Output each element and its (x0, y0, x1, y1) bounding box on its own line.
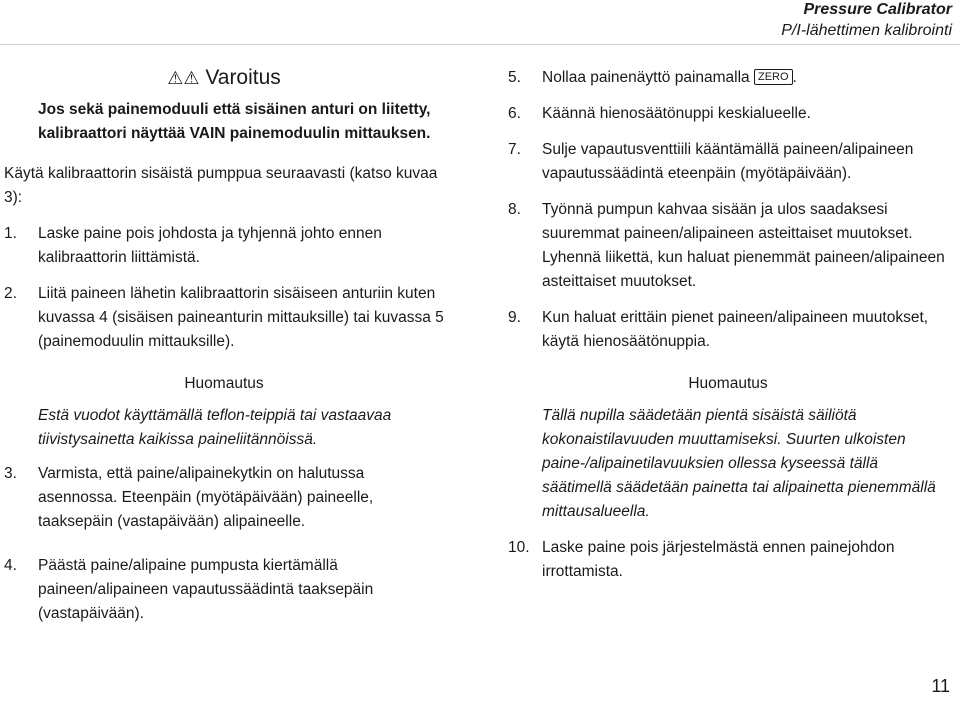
list-item (508, 306, 948, 354)
page-header (781, 0, 952, 42)
step-number: 9. (508, 309, 521, 326)
header-rule (0, 44, 960, 45)
header-title: Pressure Calibrator (803, 1, 952, 18)
page-number: 11 (931, 676, 950, 696)
step-number: 5. (508, 69, 521, 86)
note-title: Huomautus (184, 375, 264, 392)
step-text: Varmista, että paine/alipainekytkin on halutussa asennossa. Eteenpäin (myötäpäivään) paineelle, taaksepäin (vastapäivään) alipaineelle. (38, 465, 374, 530)
step-text: Laske paine pois johdosta ja tyhjennä johto ennen kalibraattorin liittämistä. (38, 225, 382, 266)
warning-body: Jos sekä painemoduuli että sisäinen anturi on liitetty, kalibraattori näyttää VAIN painemoduulin mittauksen. (38, 101, 431, 142)
step-end: . (792, 69, 797, 86)
step-number: 3. (4, 465, 17, 482)
step-text: Laske paine pois järjestelmästä ennen painejohdon irrottamista. (542, 539, 895, 580)
right-column (508, 66, 948, 584)
step-number: 8. (508, 201, 521, 218)
step-number: 1. (4, 225, 17, 242)
step-text: Kun haluat erittäin pienet paineen/alipaineen muutokset, käytä hienosäätönuppia. (542, 309, 929, 350)
list-item (4, 554, 444, 626)
step-number: 2. (4, 285, 17, 302)
list-item (4, 282, 444, 354)
warning-heading (4, 64, 444, 92)
list-item (508, 102, 948, 126)
left-column (4, 58, 444, 626)
step-text: Liitä paineen lähetin kalibraattorin sisäiseen anturiin kuten kuvassa 4 (sisäisen paineanturin mittauksille) tai kuvassa 5 (painemoduulin mittauksille). (38, 285, 444, 350)
step-text: Sulje vapautusventtiili kääntämällä paineen/alipaineen vapautussäädintä eteenpäin (myötäpäivään). (542, 141, 914, 182)
step-text: Päästä paine/alipaine pumpusta kiertämällä paineen/alipaineen vapautussäädintä taaksepäin (vastapäivään). (38, 557, 374, 622)
step-number: 7. (508, 141, 521, 158)
step-number: 4. (4, 557, 17, 574)
step-text: Työnnä pumpun kahvaa sisään ja ulos saadaksesi suuremmat paineen/alipaineen asteittaiset muutokset. Lyhennä liikettä, kun haluat pienemmät paineen/alipaineen asteittaiset muutokset. (542, 201, 945, 290)
list-item (4, 222, 444, 270)
step-number: 10. (508, 539, 530, 556)
note-body: Estä vuodot käyttämällä teflon-teippiä tai vastaavaa tiivistysainetta kaikissa paineliitännöissä. (38, 407, 392, 448)
list-item (508, 138, 948, 186)
step-text: Nollaa painenäyttö painamalla (542, 69, 750, 86)
header-subtitle: P/I-lähettimen kalibrointi (781, 22, 952, 39)
note-body: Tällä nupilla säädetään pientä sisäistä säiliötä kokonaistilavuuden muuttamiseksi. Suurten ulkoisten paine-/alipainetilavuuksien ollessa kyseessä tällä säätimellä säädetään painetta tai alipainetta pienemmällä mittausalueella. (542, 407, 936, 520)
step-number: 6. (508, 105, 521, 122)
list-item (508, 536, 948, 584)
list-item (508, 198, 948, 294)
step-text: Käännä hienosäätönuppi keskialueelle. (542, 105, 811, 122)
list-item (4, 462, 444, 534)
zero-key-icon: ZERO (754, 69, 793, 85)
note-title: Huomautus (688, 375, 768, 392)
warning-title: Varoitus (205, 66, 281, 89)
intro-text: Käytä kalibraattorin sisäistä pumppua seuraavasti (katso kuvaa 3): (4, 165, 438, 206)
warning-triangle-icon: ⚠⚠ (167, 68, 200, 88)
list-item (508, 66, 948, 90)
